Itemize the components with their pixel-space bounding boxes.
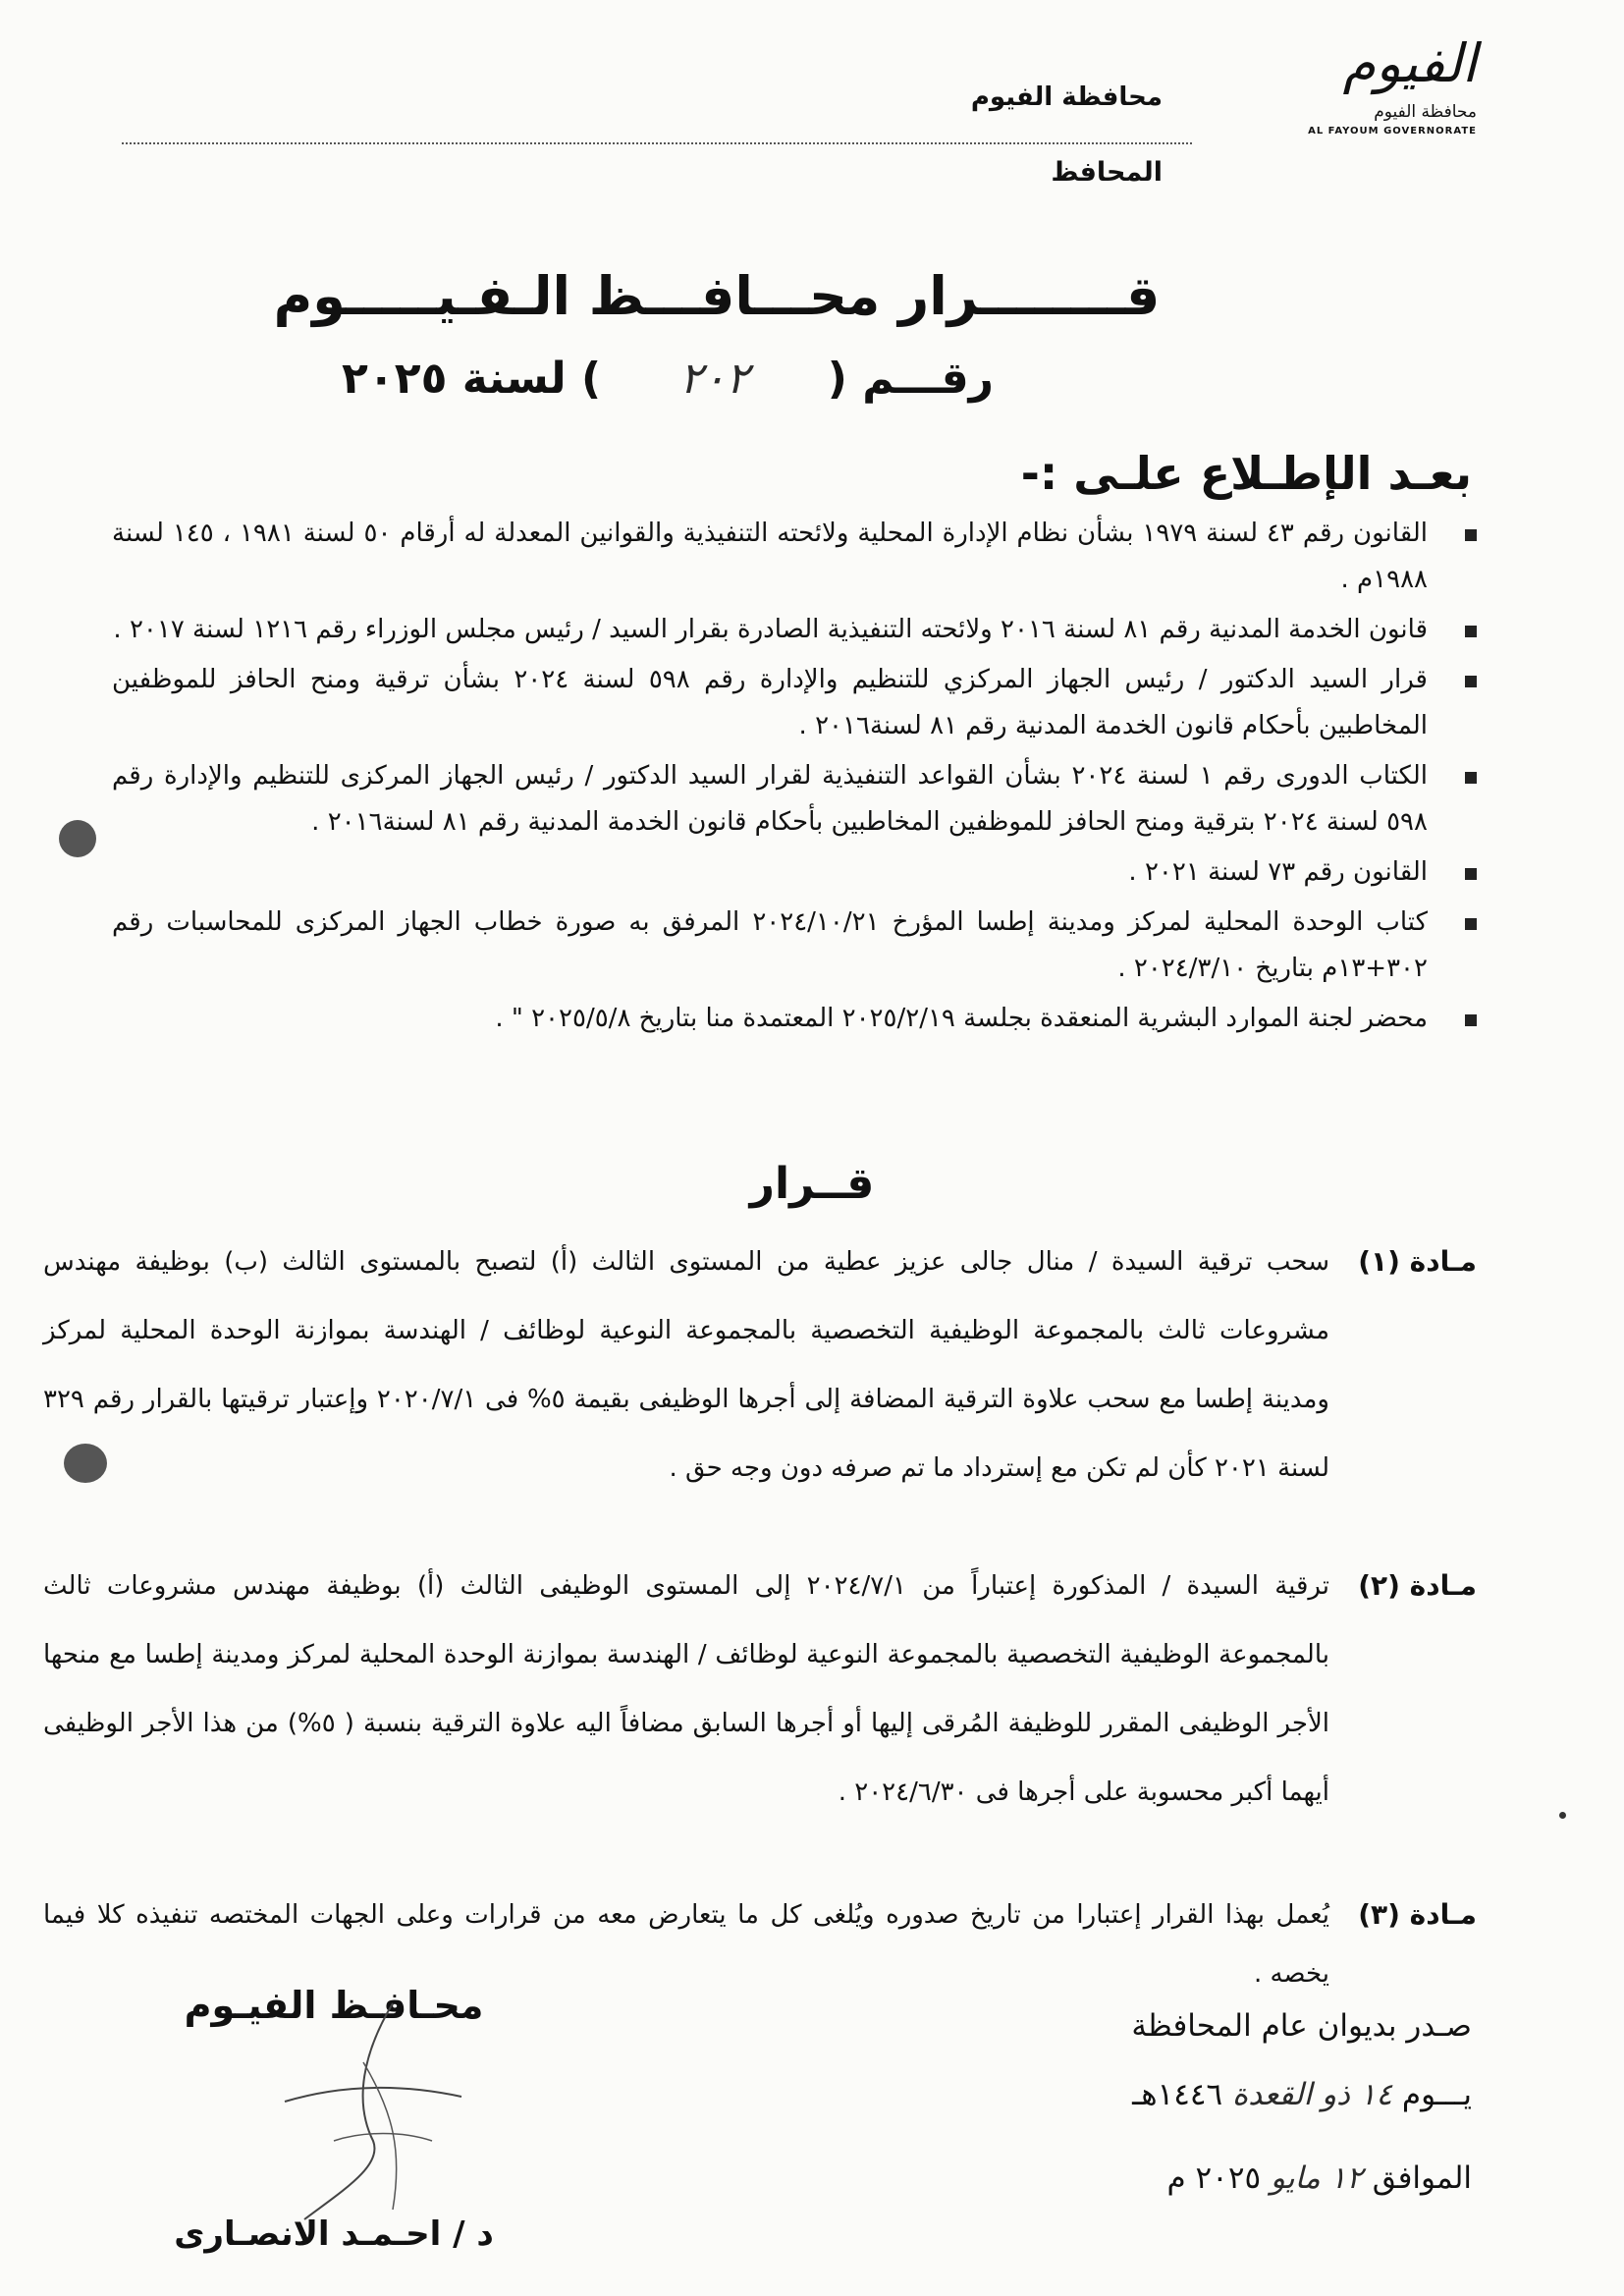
bullet-icon bbox=[1465, 529, 1477, 541]
decision-heading: قــرار bbox=[749, 1159, 875, 1209]
reference-text: كتاب الوحدة المحلية لمركز ومدينة إطسا المؤرخ ٢٠٢٤/١٠/٢١ المرفق به صورة خطاب الجهاز المركزى للمحاسبات رقم ٣٠٢+١٣م بتاريخ ٢٠٢٤/٣/١٠ . bbox=[112, 907, 1428, 983]
governorate-logo bbox=[1241, 32, 1477, 137]
bullet-icon bbox=[1465, 918, 1477, 930]
decree-number bbox=[0, 354, 1335, 404]
scan-speck bbox=[1559, 1812, 1566, 1819]
article-1 bbox=[43, 1228, 1477, 1503]
article-text: ترقية السيدة / المذكورة إعتباراً من ٢٠٢٤/٧/١ إلى المستوى الوظيفى الثالث (أ) بوظيفة مهندس مشروعات ثالث بالمجموعة الوظيفية التخصصية بالمجموعة النوعية لوظائف / الهندسة بموازنة الوحدة المحلية لمركز ومدينة إطسا مع منحها الأجر الوظيفى المقرر للوظيفة المُرقى إليها أو أجرها السابق مضافاً اليه علاوة الترقية بنسبة ( ٥%) من هذا الأجر الوظيفى أيهما أكبر محسوبة على أجرها فى ٢٠٢٤/٦/٣٠ . bbox=[43, 1571, 1330, 1807]
decree-number-prefix: رقـــم ( bbox=[827, 354, 994, 404]
gregorian-date-handwritten: ١٢ مايو bbox=[1271, 2160, 1363, 2196]
reference-text: القانون رقم ٧٣ لسنة ٢٠٢١ . bbox=[1128, 857, 1428, 887]
bullet-icon bbox=[1465, 1014, 1477, 1026]
reference-text: محضر لجنة الموارد البشرية المنعقدة بجلسة ٢٠٢٥/٢/١٩ المعتمدة منا بتاريخ ٢٠٢٥/٥/٨ " . bbox=[495, 1004, 1428, 1033]
issued-at: صـدر بديوان عام المحافظة bbox=[1131, 2008, 1472, 2044]
reference-item bbox=[112, 900, 1477, 992]
preamble-heading: بعـد الإطـلاع علـى :- bbox=[1020, 447, 1472, 500]
reference-text: قرار السيد الدكتور / رئيس الجهاز المركزي للتنظيم والإدارة رقم ٥٩٨ لسنة ٢٠٢٤ بشأن ترقية ومنح الحافز للموظفين المخاطبين بأحكام قانون الخدمة المدنية رقم ٨١ لسنة٢٠١٦ . bbox=[112, 665, 1428, 740]
reference-item bbox=[112, 849, 1477, 896]
punch-hole-mark bbox=[64, 1444, 107, 1483]
governor-role: المحافظ bbox=[1051, 157, 1163, 188]
reference-text: القانون رقم ٤٣ لسنة ١٩٧٩ بشأن نظام الإدارة المحلية ولائحته التنفيذية والقوانين المعدلة له أرقام ٥٠ لسنة ١٩٨١ ، ١٤٥ لسنة ١٩٨٨م . bbox=[112, 519, 1428, 594]
bullet-icon bbox=[1465, 772, 1477, 784]
article-label: مـادة (٣) bbox=[1358, 1898, 1477, 1931]
references-list bbox=[112, 511, 1477, 1046]
gregorian-date-prefix: الموافق bbox=[1372, 2160, 1472, 2196]
article-label: مـادة (١) bbox=[1358, 1245, 1477, 1278]
reference-text: الكتاب الدورى رقم ١ لسنة ٢٠٢٤ بشأن القواعد التنفيذية لقرار السيد الدكتور / رئيس الجهاز المركزى للتنظيم والإدارة رقم ٥٩٨ لسنة ٢٠٢٤ بترقية ومنح الحافز للموظفين المخاطبين بأحكام قانون الخدمة المدنية رقم ٨١ لسنة٢٠١٦ . bbox=[112, 761, 1428, 837]
governorate-name: محافظة الفيوم bbox=[970, 82, 1163, 112]
gregorian-date-year: ٢٠٢٥ م bbox=[1166, 2160, 1262, 2196]
reference-item bbox=[112, 753, 1477, 846]
hijri-date-handwritten: ١٤ ذو القعدة bbox=[1232, 2077, 1393, 2112]
reference-item bbox=[112, 607, 1477, 653]
signatory-name: د / احـمـد الانصـارى bbox=[174, 2214, 494, 2254]
hijri-date-year: ١٤٤٦هـ bbox=[1132, 2077, 1223, 2112]
handwritten-signature bbox=[245, 1994, 481, 2229]
article-text: يُعمل بهذا القرار إعتبارا من تاريخ صدوره ويُلغى كل ما يتعارض معه من قرارات وعلى الجهات المختصه تنفيذه كلا فيما يخصه . bbox=[43, 1900, 1329, 1989]
logo-calligraphy: الفيوم bbox=[1342, 32, 1477, 94]
logo-english-text: AL FAYOUM GOVERNORATE bbox=[1308, 126, 1477, 137]
punch-hole-mark bbox=[59, 820, 96, 857]
reference-item bbox=[112, 511, 1477, 603]
bullet-icon bbox=[1465, 626, 1477, 637]
header-divider bbox=[122, 142, 1192, 144]
article-label: مـادة (٢) bbox=[1358, 1569, 1477, 1602]
reference-text: قانون الخدمة المدنية رقم ٨١ لسنة ٢٠١٦ ولائحته التنفيذية الصادرة بقرار السيد / رئيس مجلس الوزراء رقم ١٢١٦ لسنة ٢٠١٧ . bbox=[113, 615, 1428, 644]
article-2 bbox=[43, 1552, 1477, 1827]
bullet-icon bbox=[1465, 868, 1477, 880]
gregorian-date bbox=[1166, 2160, 1472, 2196]
hijri-date bbox=[1132, 2077, 1472, 2112]
reference-item bbox=[112, 996, 1477, 1042]
article-text: سحب ترقية السيدة / منال جالى عزيز عطية من المستوى الثالث (أ) لتصبح بالمستوى الثالث (ب) بوظيفة مهندس مشروعات ثالث بالمجموعة الوظيفية التخصصية بالمجموعة النوعية لوظائف / الهندسة بموازنة الوحدة المحلية لمركز ومدينة إطسا مع سحب علاوة الترقية المضافة إلى أجرها الوظيفى بقيمة ٥% فى ٢٠٢٠/٧/١ وإعتبار ترقيتها بالقرار رقم ٣٢٩ لسنة ٢٠٢١ كأن لم تكن مع إسترداد ما تم صرفه دون وجه حق . bbox=[43, 1247, 1329, 1483]
bullet-icon bbox=[1465, 676, 1477, 687]
decree-number-suffix: ) لسنة ٢٠٢٥ bbox=[342, 354, 602, 404]
hijri-date-prefix: يـــوم bbox=[1401, 2077, 1472, 2112]
reference-item bbox=[112, 657, 1477, 749]
decree-number-handwritten: ٢٠٢ bbox=[679, 354, 749, 404]
decree-title: قــــــــرار محـــافـــظ الـفـيـــــوم bbox=[273, 265, 1161, 327]
logo-arabic-text: محافظة الفيوم bbox=[1374, 102, 1477, 122]
signature-title: محـافـظ الفيـوم bbox=[184, 1984, 484, 2027]
